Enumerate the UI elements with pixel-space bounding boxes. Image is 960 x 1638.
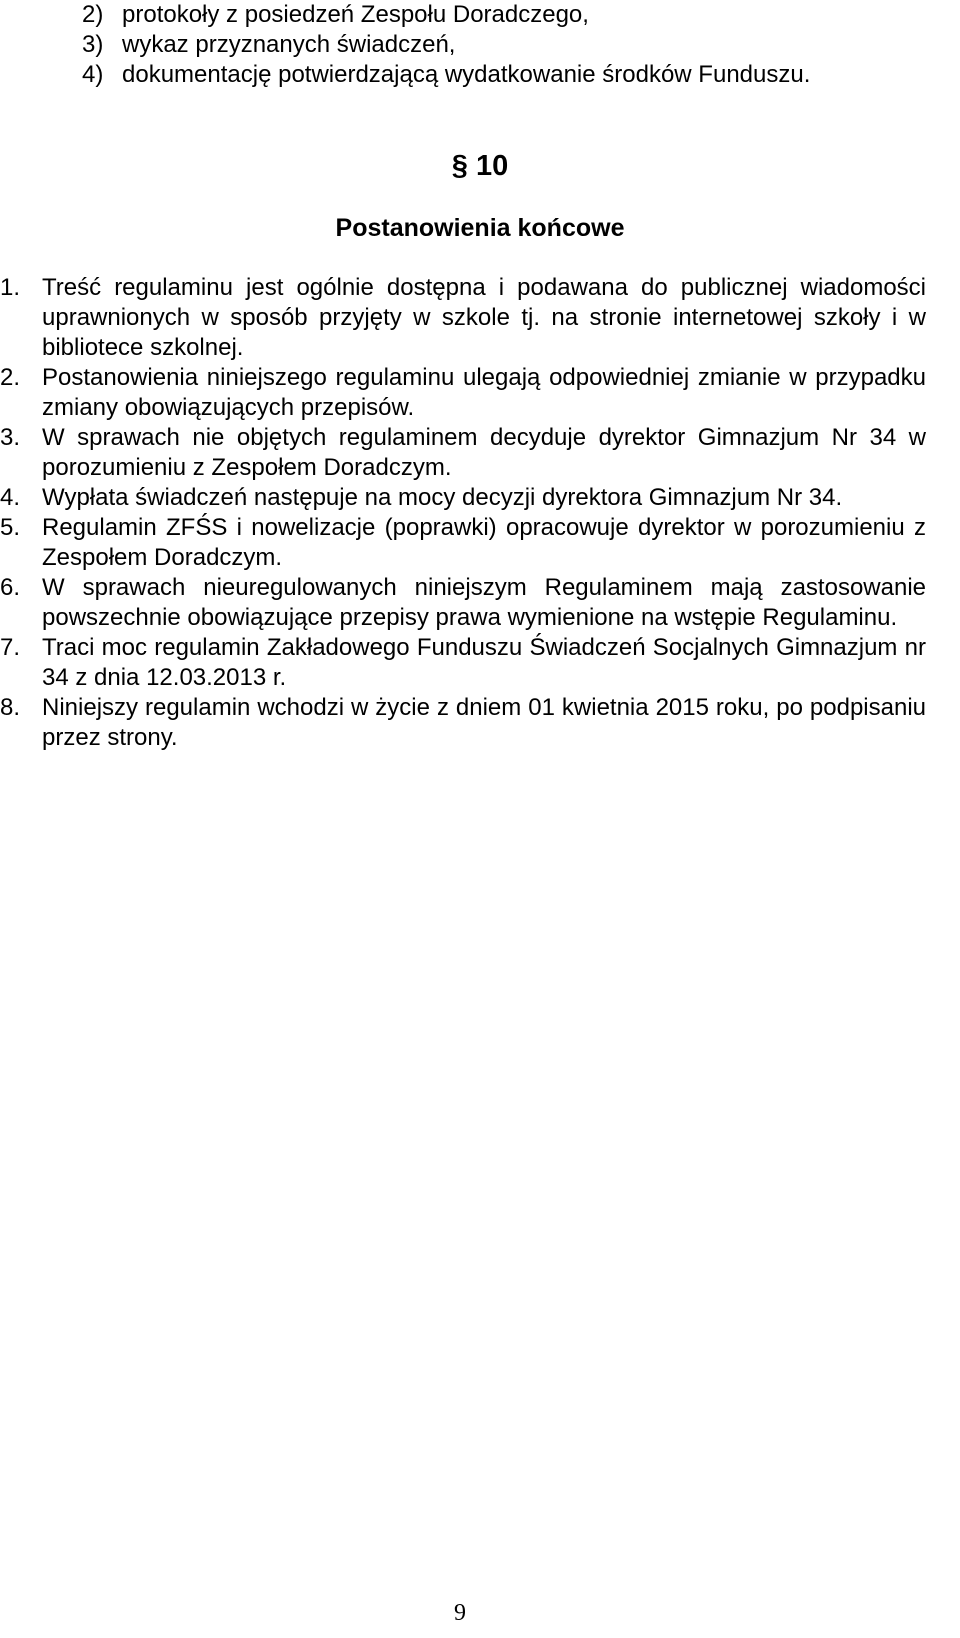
provision-number: 6. [0, 574, 21, 601]
provision-item [0, 483, 926, 513]
provision-item [0, 423, 926, 483]
list-item-text: protokoły z posiedzeń Zespołu Doradczego, [122, 1, 589, 28]
provision-text: Postanowienia niniejszego regulaminu ulegają odpowiedniej zmianie w przypadku zmiany obowiązujących przepisów. [42, 364, 926, 421]
provision-item [0, 633, 926, 693]
list-item-text: wykaz przyznanych świadczeń, [122, 31, 456, 58]
list-item-number: 2) [82, 1, 104, 28]
provision-item [0, 693, 926, 753]
provision-number: 4. [0, 484, 21, 511]
provision-text: Treść regulaminu jest ogólnie dostępna i podawana do publicznej wiadomości uprawnionych w sposób przyjęty w szkole tj. na stronie internetowej szkoły i w bibliotece szkolnej. [42, 274, 926, 361]
provision-text: W sprawach nieuregulowanych niniejszym Regulaminem mają zastosowanie powszechnie obowiązujące przepisy prawa wymienione na wstępie Regulaminu. [42, 574, 926, 631]
provision-text: W sprawach nie objętych regulaminem decyduje dyrektor Gimnazjum Nr 34 w porozumieniu z Zespołem Doradczym. [42, 424, 926, 481]
provision-number: 8. [0, 694, 21, 721]
provision-text: Regulamin ZFŚS i nowelizacje (poprawki) opracowuje dyrektor w porozumieniu z Zespołem Doradczym. [42, 514, 926, 571]
list-item-number: 4) [82, 61, 104, 88]
list-item-number: 3) [82, 31, 104, 58]
provision-item [0, 273, 926, 363]
provision-number: 7. [0, 634, 21, 661]
provision-number: 3. [0, 424, 21, 451]
page-number: 9 [454, 1600, 466, 1626]
provision-text: Traci moc regulamin Zakładowego Funduszu Świadczeń Socjalnych Gimnazjum nr 34 z dnia 12.03.2013 r. [42, 634, 926, 691]
list-item [82, 0, 942, 30]
provision-text: Niniejszy regulamin wchodzi w życie z dniem 01 kwietnia 2015 roku, po podpisaniu przez strony. [42, 694, 926, 751]
provision-item [0, 513, 926, 573]
provision-item [0, 363, 926, 423]
final-provisions-list [0, 273, 960, 753]
section-number: § 10 [451, 150, 509, 182]
provision-number: 2. [0, 364, 21, 391]
provision-number: 5. [0, 514, 21, 541]
list-item-text: dokumentację potwierdzającą wydatkowanie środków Funduszu. [122, 61, 811, 88]
provision-item [0, 573, 926, 633]
provision-text: Wypłata świadczeń następuje na mocy decyzji dyrektora Gimnazjum Nr 34. [42, 484, 843, 511]
section-title: Postanowienia końcowe [335, 214, 625, 242]
provision-number: 1. [0, 274, 21, 301]
list-item [82, 60, 942, 90]
list-item [82, 30, 942, 60]
documents-list [82, 0, 942, 90]
